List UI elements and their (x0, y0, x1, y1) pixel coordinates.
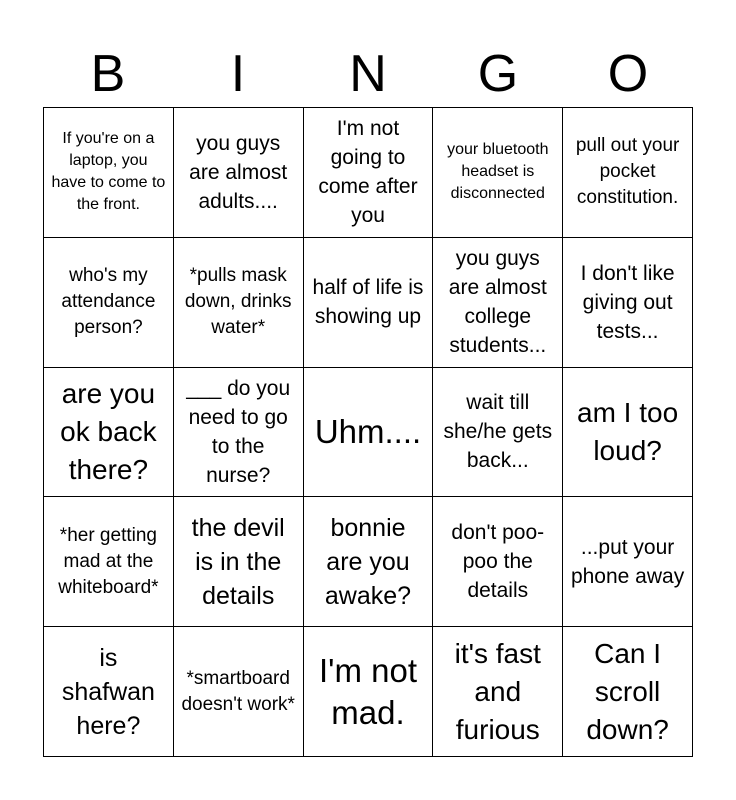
cell-text: it's fast and furious (454, 637, 541, 745)
bingo-cell[interactable] (563, 368, 693, 498)
bingo-cell[interactable] (174, 108, 304, 238)
cell-text: Uhm.... (314, 412, 422, 450)
bingo-cell[interactable] (304, 368, 434, 498)
cell-text: you guys are almost college students... (448, 247, 547, 358)
cell-text: am I too loud? (577, 396, 679, 466)
bingo-cell[interactable] (563, 497, 693, 627)
header-letter-n: N (349, 45, 387, 103)
cell-text: I'm not going to come after you (318, 117, 418, 228)
cell-text: your bluetooth headset is disconnected (447, 141, 549, 203)
bingo-cell[interactable] (44, 108, 174, 238)
cell-text: I don't like giving out tests... (580, 261, 675, 343)
bingo-cell[interactable] (44, 497, 174, 627)
header-letter-g: G (477, 45, 519, 103)
cell-text: who's my attendance person? (61, 265, 156, 339)
bingo-cell[interactable] (174, 627, 304, 757)
cell-text: ...put your phone away (570, 535, 685, 588)
cell-text: is shafwan here? (61, 643, 155, 740)
bingo-cell[interactable] (174, 368, 304, 498)
bingo-cell[interactable] (44, 368, 174, 498)
bingo-cell[interactable] (44, 627, 174, 757)
bingo-cell[interactable] (433, 238, 563, 368)
bingo-header (43, 40, 693, 108)
cell-text: ___ do you need to go to the nurse? (186, 376, 291, 487)
cell-text: are you ok back there? (60, 377, 157, 485)
bingo-cell[interactable] (433, 627, 563, 757)
header-letter-b: B (90, 45, 126, 103)
cell-text: you guys are almost adults.... (189, 131, 288, 213)
bingo-cell[interactable] (563, 108, 693, 238)
cell-text: bonnie are you awake? (324, 513, 412, 610)
bingo-cell[interactable] (304, 627, 434, 757)
cell-text: *her getting mad at the whiteboard* (58, 524, 159, 598)
header-letter-o: O (607, 45, 649, 103)
bingo-cell[interactable] (304, 238, 434, 368)
cell-text: pull out your pocket constitution. (575, 135, 680, 209)
bingo-cell[interactable] (304, 108, 434, 238)
bingo-cell[interactable] (304, 497, 434, 627)
cell-text: I'm not mad. (318, 651, 417, 731)
bingo-cell[interactable] (433, 108, 563, 238)
bingo-cell[interactable] (433, 497, 563, 627)
cell-text: *pulls mask down, drinks water* (184, 265, 292, 339)
bingo-cell[interactable] (563, 238, 693, 368)
bingo-cell[interactable] (433, 368, 563, 498)
cell-text: don't poo-poo the details (451, 521, 545, 603)
bingo-cell[interactable] (44, 238, 174, 368)
bingo-cell[interactable] (174, 238, 304, 368)
cell-text: *smartboard doesn't work* (181, 667, 295, 715)
cell-text: wait till she/he gets back... (443, 391, 553, 473)
cell-text: half of life is showing up (312, 276, 424, 329)
bingo-cell[interactable] (563, 627, 693, 757)
cell-text: the devil is in the details (191, 513, 285, 610)
cell-text: Can I scroll down? (586, 637, 669, 745)
bingo-cell[interactable] (174, 497, 304, 627)
cell-text: If you're on a laptop, you have to come to the front. (51, 130, 166, 214)
header-letter-i: I (230, 45, 246, 103)
bingo-card-grid (43, 107, 693, 757)
